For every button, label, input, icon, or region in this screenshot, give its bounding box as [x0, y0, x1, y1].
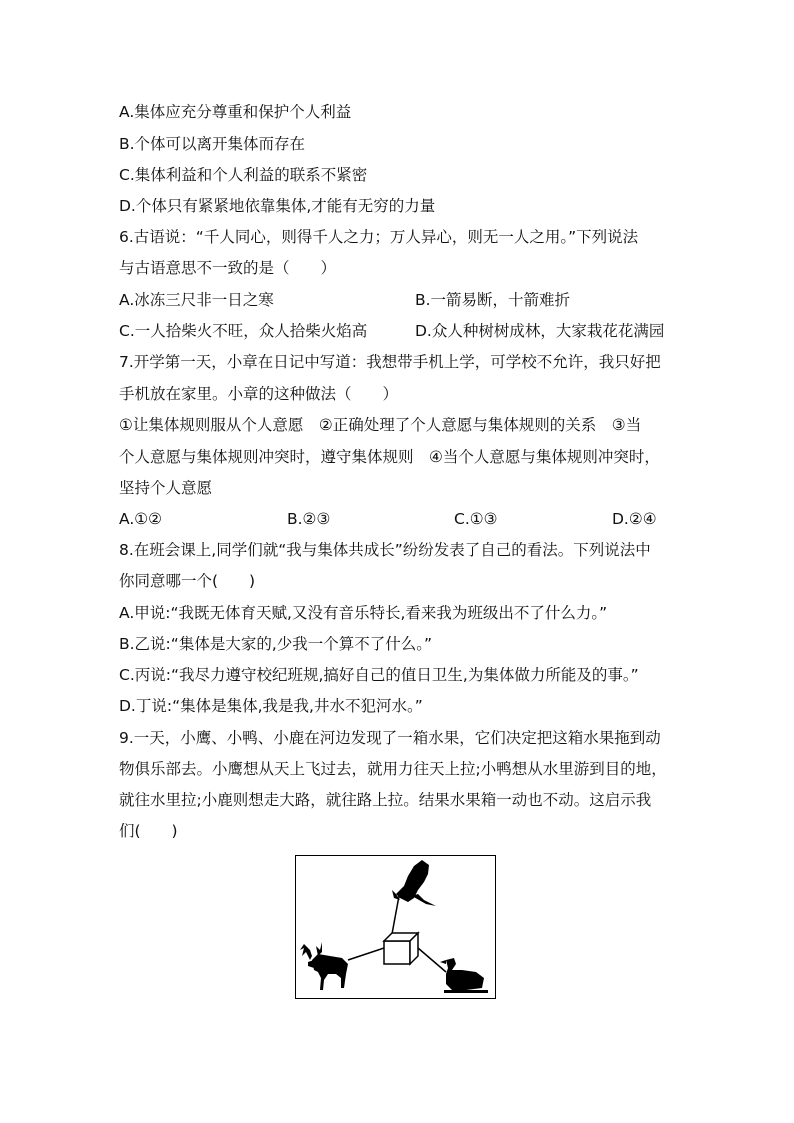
q6-option-b: B.一箭易断，十箭难折 [415, 291, 571, 309]
q9-stem-line2: 物俱乐部去。小鹰想从天上飞过去，就用力往天上拉;小鸭想从水里游到目的地， [119, 760, 667, 778]
q6-stem-line1: 6.古语说：“千人同心，则得千人之力；万人异心，则无一人之用。”下列说法 [119, 228, 639, 246]
q8-option-b: B.乙说:“集体是大家的,少我一个算不了什么。” [119, 635, 433, 653]
q7-option-d: D.②④ [612, 510, 657, 528]
q7-option-b: B.②③ [287, 510, 331, 528]
q8-stem-line2: 你同意哪一个( ) [119, 572, 256, 590]
q7-stem-line1: 7.开学第一天，小章在日记中写道：我想带手机上学，可学校不允许，我只好把 [119, 353, 661, 371]
q6-option-c: C.一人拾柴火不旺，众人拾柴火焰高 [119, 322, 368, 340]
rope-deer [348, 948, 384, 960]
q8-option-d: D.丁说:“集体是集体,我是我,井水不犯河水。” [119, 697, 423, 715]
rope-eagle [392, 896, 399, 934]
q9-illustration [295, 855, 496, 999]
q6-stem-line2: 与古语意思不一致的是（ ） [119, 259, 337, 277]
q6-option-d: D.众人种树树成林，大家栽花花满园 [415, 322, 665, 340]
eagle-icon [392, 860, 436, 906]
q8-stem-line1: 8.在班会课上,同学们就“我与集体共成长”纷纷发表了自己的看法。下列说法中 [119, 541, 651, 559]
q7-statements-line1: ①让集体规则服从个人意愿 ②正确处理了个人意愿与集体规则的关系 ③当 [119, 416, 642, 434]
fruit-box [384, 933, 418, 964]
q5-option-b: B.个体可以离开集体而存在 [119, 135, 306, 153]
q7-option-a: A.①② [119, 510, 163, 528]
q5-option-d: D.个体只有紧紧地依靠集体,才能有无穷的力量 [119, 197, 436, 215]
q8-option-a: A.甲说:“我既无体育天赋,又没有音乐特长,看来我为班级出不了什么力。” [119, 604, 608, 622]
q5-option-c: C.集体利益和个人利益的联系不紧密 [119, 166, 368, 184]
q7-stem-line2: 手机放在家里。小章的这种做法（ ） [119, 385, 399, 403]
q9-stem-line1: 9.一天，小鹰、小鸭、小鹿在河边发现了一箱水果，它们决定把这箱水果拖到动 [119, 729, 661, 747]
q7-option-c: C.①③ [454, 510, 498, 528]
duck-icon [440, 958, 488, 993]
q7-statements-line3: 坚持个人意愿 [119, 479, 213, 497]
deer-icon [300, 942, 348, 990]
rope-duck [418, 948, 446, 972]
q8-option-c: C.丙说:“我尽力遵守校纪班规,搞好自己的值日卫生,为集体做力所能及的事。” [119, 666, 639, 684]
q5-option-a: A.集体应充分尊重和保护个人利益 [119, 103, 352, 121]
q9-stem-line3: 就往水里拉;小鹿则想走大路，就往路上拉。结果水果箱一动也不动。这启示我 [119, 791, 652, 809]
q6-option-a: A.冰冻三尺非一日之寒 [119, 291, 274, 309]
q9-stem-line4: 们( ) [119, 822, 178, 840]
q7-statements-line2: 个人意愿与集体规则冲突时，遵守集体规则 ④当个人意愿与集体规则冲突时， [119, 448, 660, 466]
